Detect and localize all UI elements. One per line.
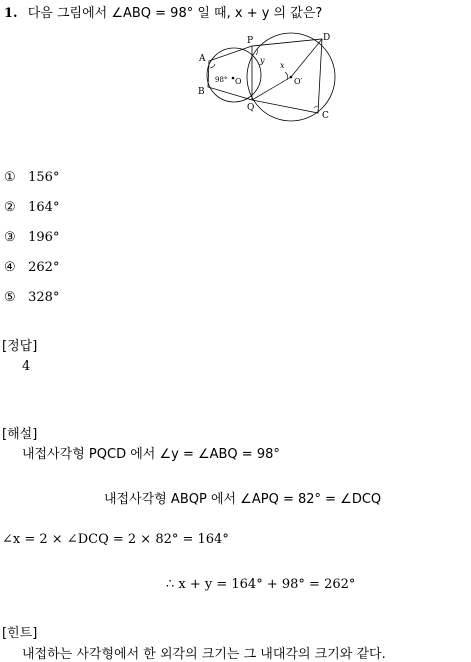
circle-o [207,48,261,102]
option-5[interactable] [4,290,59,305]
label-o: O [235,77,242,86]
solution-line-3: ∠x = 2 × ∠DCQ = 2 × 82° = 164° [2,532,229,547]
label-p: P [247,36,254,46]
option-2[interactable] [4,200,59,215]
option-3[interactable] [4,230,59,245]
angle-mark-c [314,106,318,108]
solution-line-4: ∴ x + y = 164° + 98° = 262° [166,577,356,592]
label-x: x [280,61,285,70]
option-2-value: 164° [28,200,60,215]
quad-pqcd [252,39,322,113]
option-2-mark: ② [4,200,16,215]
option-3-value: 196° [28,230,60,245]
label-angle: 98° [215,76,228,84]
quad-abqp [208,46,252,100]
question [4,2,322,21]
option-1-mark: ① [4,170,16,185]
solution-line-2: 내접사각형 ABQP 에서 ∠APQ = 82° = ∠DCQ [104,492,382,507]
answer-header: [정답] [2,339,38,354]
answer-value: 4 [22,359,31,374]
label-c: C [322,111,329,121]
option-4[interactable] [4,260,59,275]
option-5-value: 328° [28,290,60,305]
geometry-figure [195,30,345,126]
option-1-value: 156° [28,170,60,185]
angle-mark-o2 [285,72,288,80]
question-number: 1. [4,6,18,21]
option-4-mark: ④ [4,260,16,275]
label-a: A [199,54,206,64]
hint-header: [힌트] [2,626,38,641]
option-4-value: 262° [28,260,60,275]
label-o-prime: O′ [294,77,303,86]
angle-mark-a [210,64,215,68]
segment-d-o2 [291,39,322,77]
option-5-mark: ⑤ [4,290,16,305]
label-b: B [198,87,205,97]
hint-text: 내접하는 사각형에서 한 외각의 크기는 그 내대각의 크기와 같다. [22,647,386,662]
center-o-dot [232,77,235,80]
segment-q-o2 [252,77,291,100]
solution-header: [해설] [2,427,38,442]
option-1[interactable] [4,170,59,185]
solution-line-1: 내접사각형 PQCD 에서 ∠y = ∠ABQ = 98° [22,447,280,462]
label-q: Q [247,103,255,113]
question-text: 다음 그림에서 ∠ABQ = 98° 일 때, x + y 의 값은? [27,6,323,21]
center-o2-dot [290,76,293,79]
label-y: y [260,56,265,65]
option-3-mark: ③ [4,230,16,245]
label-d: D [323,33,331,43]
